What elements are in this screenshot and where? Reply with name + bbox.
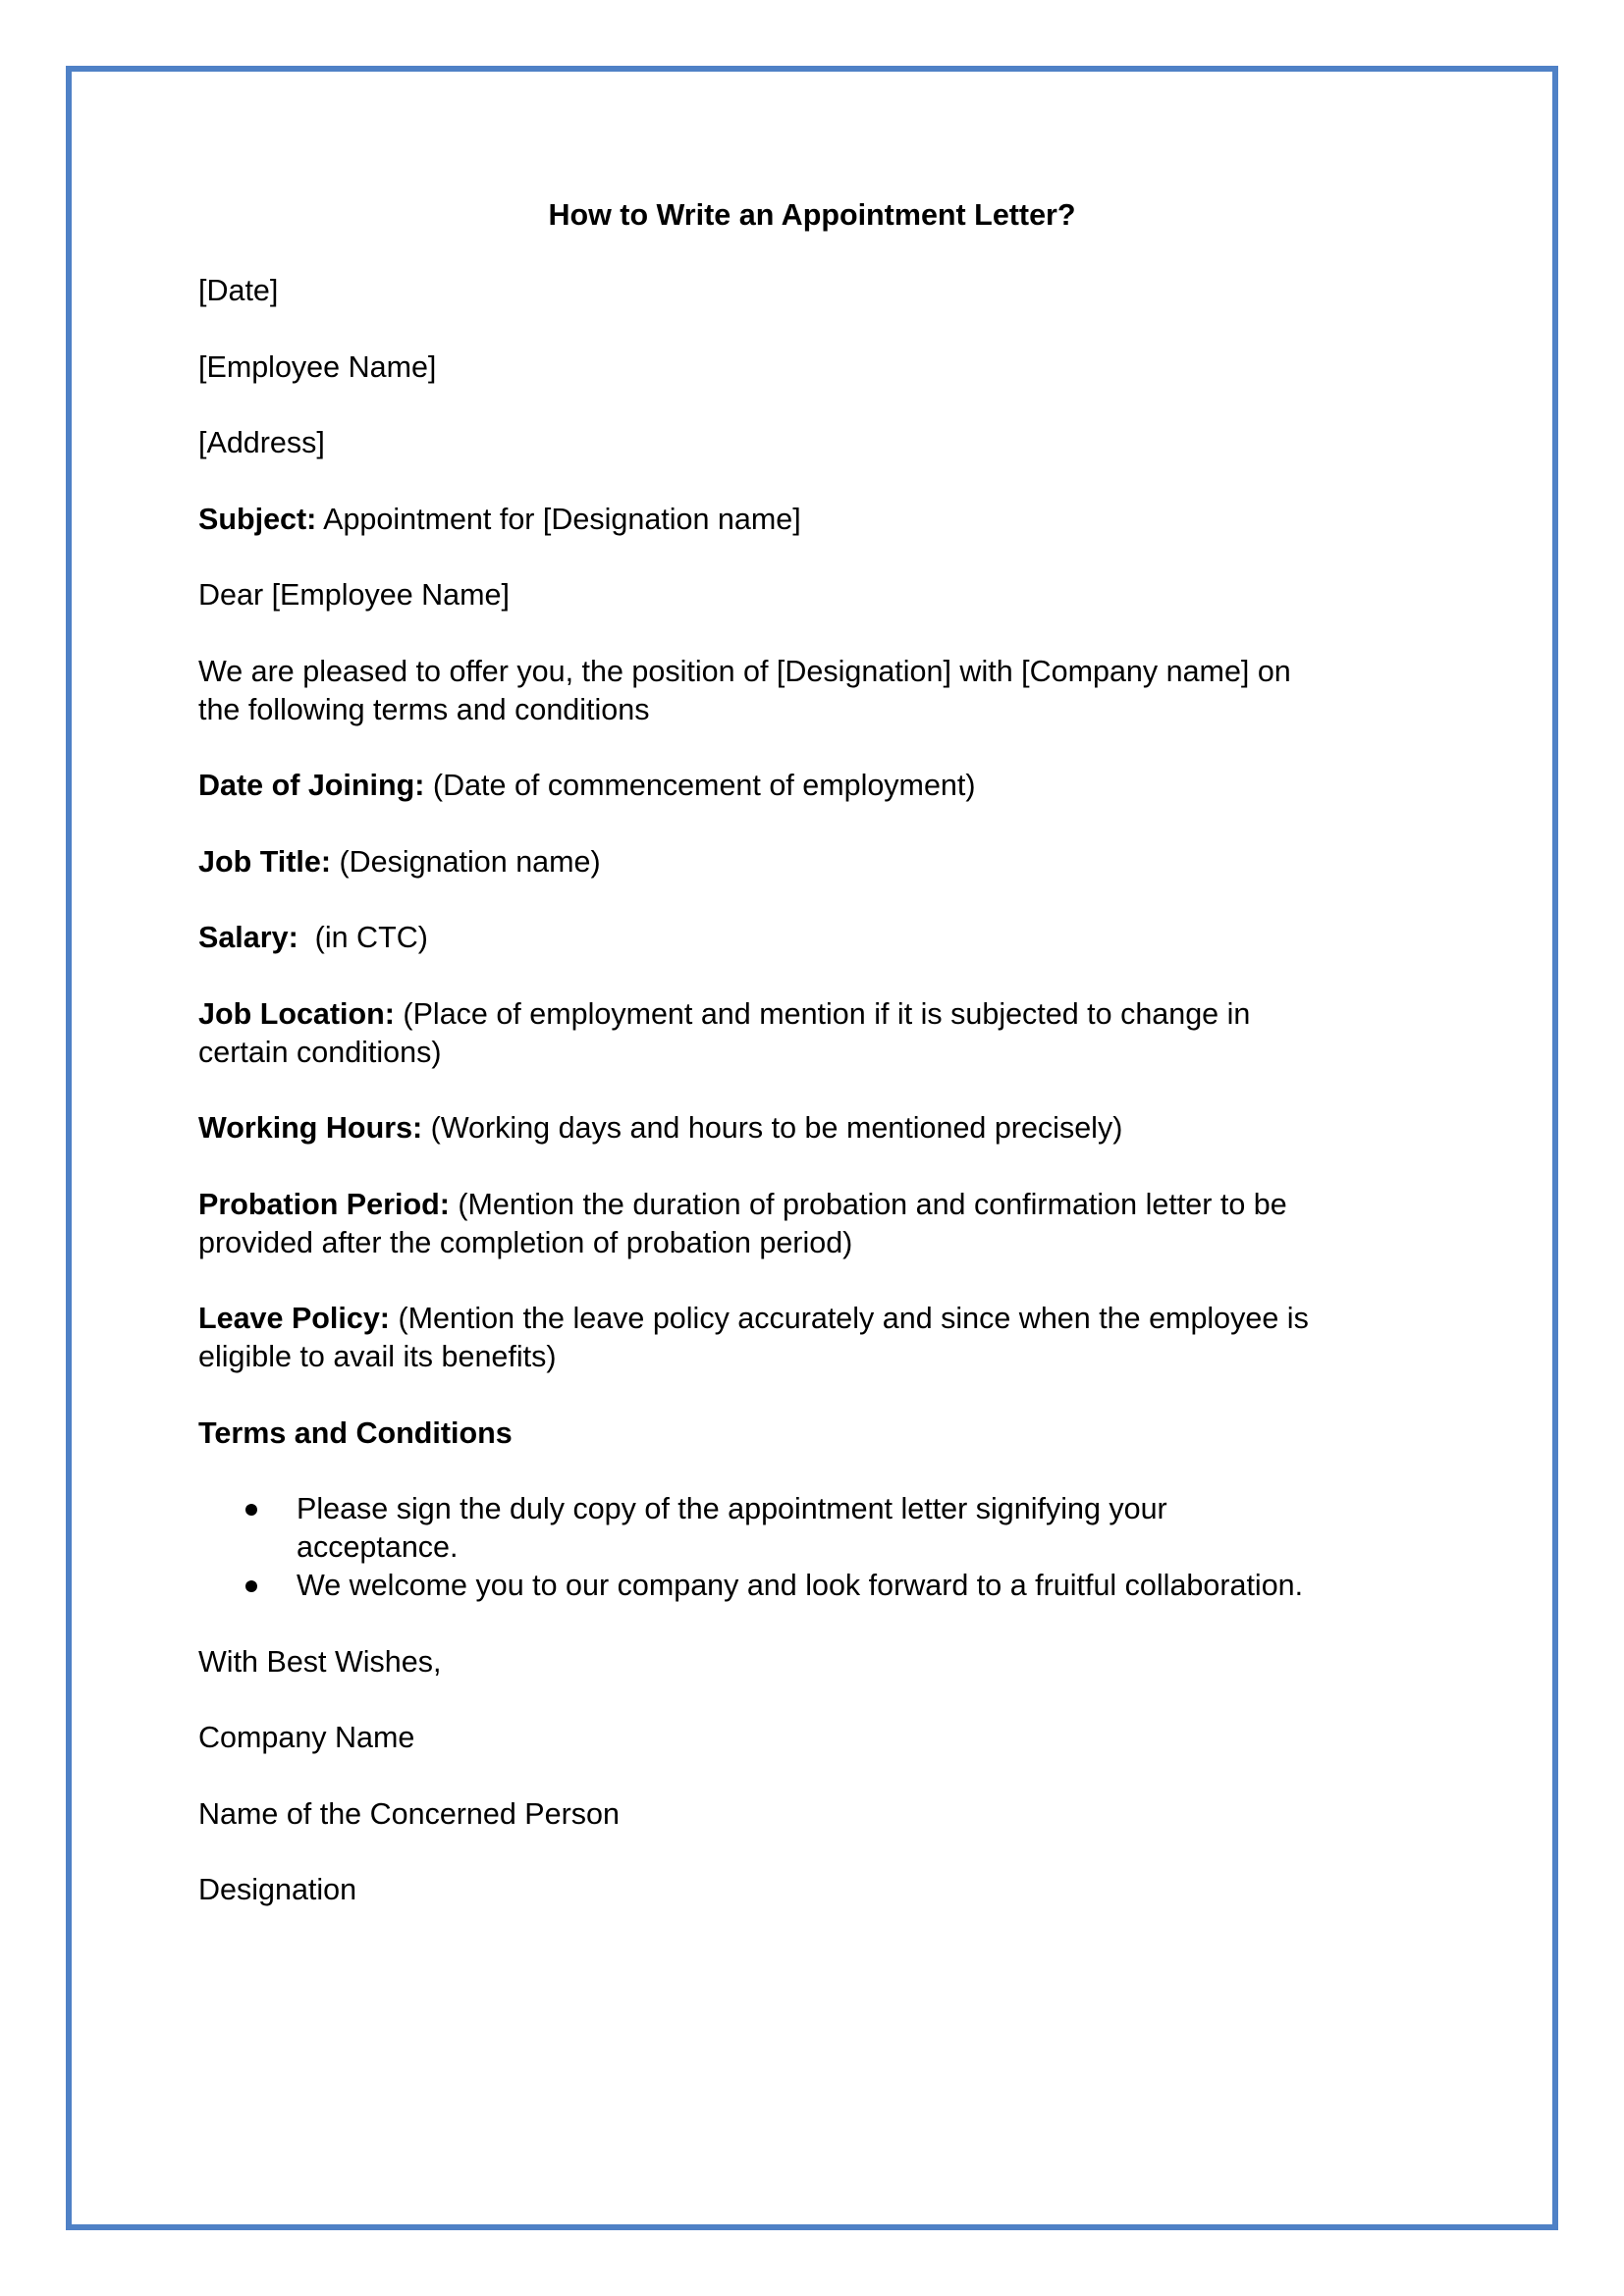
term-leave-policy [198, 1300, 1435, 1376]
term-label: Probation Period: [198, 1187, 450, 1221]
term-label: Job Location: [198, 996, 395, 1031]
term-salary [198, 919, 1435, 957]
term-date-of-joining [198, 767, 1435, 805]
term-text: (Designation name) [331, 844, 601, 879]
letter-body [198, 196, 1435, 1948]
term-text: (Mention the duration of probation and confirmation letter to be provided after the completion of probation period) [198, 1187, 1287, 1259]
term-label: Leave Policy: [198, 1302, 390, 1335]
term-text: (Date of commencement of employment) [424, 769, 976, 802]
term-text: (Mention the leave policy accurately and since when the employee is eligible to avail its benefits) [198, 1302, 1309, 1373]
term-text: (Place of employment and mention if it is subjected to change in certain conditions) [198, 996, 1251, 1069]
list-item-text: Please sign the duly copy of the appointment letter signifying your acceptance. [297, 1492, 1167, 1564]
employee-name-placeholder: [Employee Name] [198, 349, 437, 384]
term-label: Date of Joining: [198, 769, 425, 802]
salutation: Dear [Employee Name] [198, 578, 510, 612]
subject-label: Subject: [198, 502, 317, 536]
term-working-hours [198, 1109, 1435, 1148]
term-label: Working Hours: [198, 1111, 423, 1145]
bullet-icon [245, 1504, 257, 1516]
list-item [198, 1567, 1435, 1605]
term-probation-period [198, 1186, 1435, 1262]
term-label: Job Title: [198, 844, 332, 879]
signature-company: Company Name [198, 1721, 415, 1754]
conditions-list [198, 1490, 1435, 1605]
term-job-title [198, 843, 1435, 881]
term-job-location [198, 995, 1435, 1072]
term-text: (in CTC) [298, 921, 428, 954]
date-placeholder: [Date] [198, 274, 279, 307]
conditions-heading: Terms and Conditions [198, 1415, 513, 1450]
signature-person: Name of the Concerned Person [198, 1796, 620, 1831]
term-text: (Working days and hours to be mentioned precisely) [422, 1111, 1123, 1145]
bullet-icon [245, 1580, 257, 1592]
address-placeholder: [Address] [198, 426, 325, 459]
signature-designation: Designation [198, 1873, 357, 1906]
document-title: How to Write an Appointment Letter? [548, 198, 1076, 232]
intro-paragraph: We are pleased to offer you, the position of [Designation] with [Company name] on the following terms and conditions [198, 654, 1291, 726]
term-label: Salary: [198, 921, 298, 954]
subject-line [198, 501, 1435, 539]
subject-text: Appointment for [Designation name] [316, 502, 801, 536]
list-item-text: We welcome you to our company and look forward to a fruitful collaboration. [297, 1569, 1304, 1602]
list-item [198, 1490, 1435, 1567]
closing: With Best Wishes, [198, 1644, 442, 1679]
